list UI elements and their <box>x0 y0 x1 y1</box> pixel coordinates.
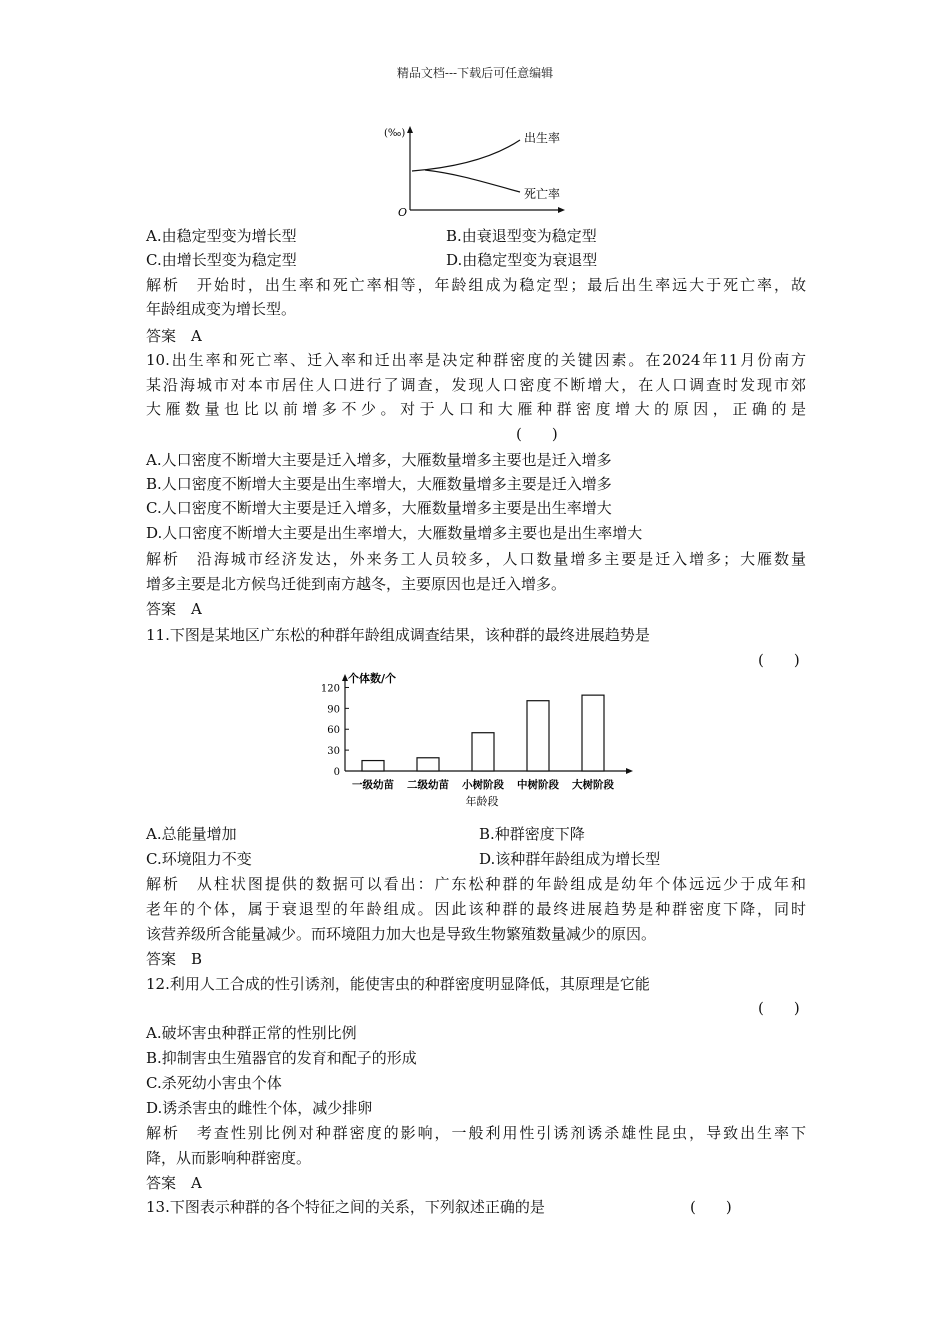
q9-analysis-line-2: 年龄组成变为增长型。 <box>146 300 297 318</box>
page-header: 精品文档---下载后可任意编辑 <box>396 66 554 80</box>
q12-answer-bracket: ( ) <box>758 999 800 1017</box>
q11-option-a: A.总能量增加 <box>146 825 237 843</box>
fig1-x-arrow <box>558 207 565 213</box>
q10-analysis-line-2: 增多主要是北方候鸟迁徙到南方越冬，主要原因也是迁入增多。 <box>146 575 567 593</box>
q12-option-d: D.诱杀害虫的雌性个体，减少排卵 <box>146 1099 373 1117</box>
q10-option-b: B.人口密度不断增大主要是出生率增大，大雁数量增多主要是迁入增多 <box>146 475 612 493</box>
chart-category-label: 小树阶段 <box>462 779 504 791</box>
chart-x-axis-label: 年龄段 <box>465 795 499 808</box>
q11-answer: 答案 B <box>146 950 203 968</box>
q10-stem-line-2: 某沿海城市对本市居住人口进行了调查，发现人口密度不断增大，在人口调查时发现市郊 <box>146 376 806 394</box>
q12-option-b: B.抑制害虫生殖器官的发育和配子的形成 <box>146 1049 417 1067</box>
q11-analysis-line-1: 解析 从柱状图提供的数据可以看出：广东松种群的年龄组成是幼年个体远远少于成年和 <box>146 875 806 893</box>
q10-option-a: A.人口密度不断增大主要是迁入增多，大雁数量增多主要也是迁入增多 <box>146 451 612 469</box>
chart-y-tick-label: 0 <box>333 767 340 778</box>
q12-option-c: C.杀死幼小害虫个体 <box>146 1074 282 1092</box>
fig1-origin: O <box>398 206 408 219</box>
chart-y-tick-label: 30 <box>327 746 340 758</box>
q11-stem: 11.下图是某地区广东松的种群年龄组成调查结果，该种群的最终进展趋势是 <box>146 626 650 644</box>
q11-answer-bracket: ( ) <box>758 651 800 669</box>
q13-stem: 13.下图表示种群的各个特征之间的关系，下列叙述正确的是 <box>146 1198 545 1216</box>
q9-analysis-line-1: 解析 开始时，出生率和死亡率相等，年龄组成为稳定型；最后出生率远大于死亡率，故 <box>146 276 806 294</box>
q11-analysis-line-2: 老年的个体，属于衰退型的年龄组成。因此该种群的最终进展趋势是种群密度下降，同时 <box>146 900 806 918</box>
q10-answer-bracket: ( ) <box>516 425 558 443</box>
q11-option-b: B.种群密度下降 <box>479 825 585 843</box>
chart-y-tick-label: 90 <box>327 704 340 716</box>
q10-stem-line-1: 10.出生率和死亡率、迁入率和迁出率是决定种群密度的关键因素。在2024年11月份南方 <box>146 351 806 369</box>
chart-y-axis-label: 个体数/个 <box>348 672 397 685</box>
chart-bar <box>472 733 494 771</box>
chart-y-tick-label: 60 <box>327 725 340 737</box>
fig1-y-arrow <box>407 126 413 133</box>
q9-option-c: C.由增长型变为稳定型 <box>146 251 297 269</box>
chart-category-label: 中树阶段 <box>517 779 559 791</box>
q11-option-d: D.该种群年龄组成为增长型 <box>479 850 661 868</box>
q13-answer-bracket: ( ) <box>690 1198 732 1216</box>
q9-option-b: B.由衰退型变为稳定型 <box>446 227 597 245</box>
death-rate-curve <box>425 170 520 192</box>
age-structure-bar-chart <box>300 665 640 813</box>
chart-bar <box>527 701 549 771</box>
q12-answer: 答案 A <box>146 1174 202 1192</box>
birth-rate-label: 出生率 <box>524 131 561 145</box>
q11-option-c: C.环境阻力不变 <box>146 850 252 868</box>
q9-answer: 答案 A <box>146 327 202 345</box>
death-rate-label: 死亡率 <box>524 187 561 201</box>
birth-rate-curve <box>412 140 520 171</box>
chart-category-label: 二级幼苗 <box>407 779 449 791</box>
birth-death-rate-figure <box>380 122 580 222</box>
chart-category-label: 一级幼苗 <box>352 779 394 791</box>
q10-analysis-line-1: 解析 沿海城市经济发达，外来务工人员较多，人口数量增多主要是迁入增多；大雁数量 <box>146 550 806 568</box>
q11-analysis-line-3: 该营养级所含能量减少。而环境阻力加大也是导致生物繁殖数量减少的原因。 <box>146 925 657 943</box>
chart-bar <box>417 758 439 771</box>
q10-stem-line-3: 大雁数量也比以前增多不少。对于人口和大雁种群密度增大的原因，正确的是 <box>146 400 806 418</box>
q9-option-a: A.由稳定型变为增长型 <box>146 227 297 245</box>
q10-answer: 答案 A <box>146 600 202 618</box>
q12-option-a: A.破坏害虫种群正常的性别比例 <box>146 1024 357 1042</box>
chart-bar <box>582 695 604 771</box>
chart-category-label: 大树阶段 <box>572 779 614 791</box>
q9-option-d: D.由稳定型变为衰退型 <box>446 251 598 269</box>
q10-option-d: D.人口密度不断增大主要是出生率增大，大雁数量增多主要也是出生率增大 <box>146 524 643 542</box>
chart-bar <box>362 761 384 771</box>
q12-analysis-line-1: 解析 考查性别比例对种群密度的影响，一般利用性引诱剂诱杀雄性昆虫，导致出生率下 <box>146 1124 806 1142</box>
q12-stem: 12.利用人工合成的性引诱剂，能使害虫的种群密度明显降低，其原理是它能 <box>146 975 650 993</box>
chart-x-arrow <box>626 768 633 774</box>
chart-y-tick-label: 120 <box>320 683 340 695</box>
fig1-y-unit: (‰) <box>384 128 406 139</box>
q12-analysis-line-2: 降，从而影响种群密度。 <box>146 1149 312 1167</box>
q10-option-c: C.人口密度不断增大主要是迁入增多，大雁数量增多主要是出生率增大 <box>146 499 612 517</box>
